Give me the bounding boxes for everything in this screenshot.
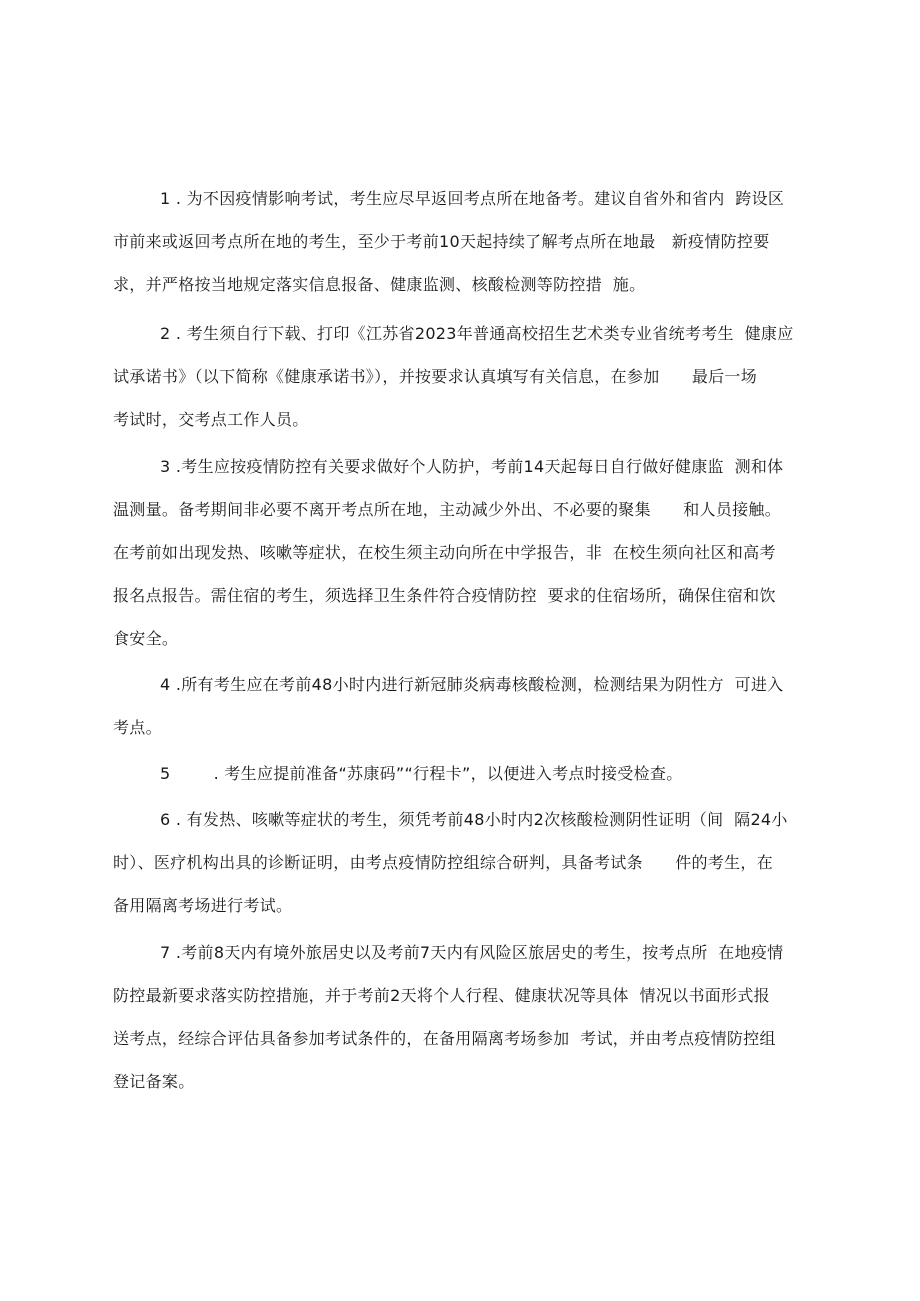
p3-line-2: 温测量。备考期间非必要不离开考点所在地，主动减少外出、不必要的聚集 和人员接触。 [113, 500, 782, 519]
p7-line-2: 防控最新要求落实防控措施，并于考前2天将个人行程、健康状况等具体 情况以书面形式报 [113, 986, 770, 1005]
p1-line-3: 求，并严格按当地规定落实信息报备、健康监测、核酸检测等防控措 施。 [113, 275, 646, 294]
p4-line-1: 4 .所有考生应在考前48小时内进行新冠肺炎病毒核酸检测，检测结果为阴性方 可进入 [160, 675, 784, 694]
p6-line-3: 备用隔离考场进行考试。 [113, 896, 293, 915]
p6-line-2: 时）、医疗机构出具的诊断证明，由考点疫情防控组综合研判，具备考试条 件的考生，在 [113, 853, 774, 872]
p2-line-1: 2 . 考生须自行下载、打印《江苏省2023年普通高校招生艺术类专业省统考考生 健康应 [160, 324, 794, 343]
p7-line-3: 送考点，经综合评估具备参加考试条件的，在备用隔离考场参加 考试，并由考点疫情防控组 [113, 1029, 776, 1048]
p1-line-2: 市前来或返回考点所在地的考生，至少于考前10天起持续了解考点所在地最 新疫情防控要 [113, 232, 770, 251]
p3-line-3: 在考前如出现发热、咳嗽等症状，在校生须主动向所在中学报告，非 在校生须向社区和高考 [113, 543, 776, 562]
p2-line-2: 试承诺书》（以下简称《健康承诺书》），并按要求认真填写有关信息，在参加 最后一场 [113, 367, 758, 386]
p2-line-3: 考试时，交考点工作人员。 [113, 410, 309, 429]
p1-line-1: 1 . 为不因疫情影响考试，考生应尽早返回考点所在地备考。建议自省外和省内 跨设区 [160, 189, 785, 208]
p3-line-1: 3 .考生应按疫情防控有关要求做好个人防护，考前14天起每日自行做好健康监 测和体 [160, 457, 784, 476]
p5-line-1: 5 . 考生应提前准备“苏康码”“行程卡”，以便进入考点时接受检查。 [160, 764, 683, 783]
p4-line-2: 考点。 [113, 718, 162, 737]
p3-line-5: 食安全。 [113, 629, 179, 648]
p7-line-1: 7 .考前8天内有境外旅居史以及考前7天内有风险区旅居史的考生，按考点所 在地疫情 [160, 943, 784, 962]
p6-line-1: 6 . 有发热、咳嗽等症状的考生，须凭考前48小时内2次核酸检测阴性证明（间 隔24小 [160, 810, 788, 829]
p3-line-4: 报名点报告。需住宿的考生，须选择卫生条件符合疫情防控 要求的住宿场所，确保住宿和饮 [113, 586, 776, 605]
p7-line-4: 登记备案。 [113, 1072, 195, 1091]
